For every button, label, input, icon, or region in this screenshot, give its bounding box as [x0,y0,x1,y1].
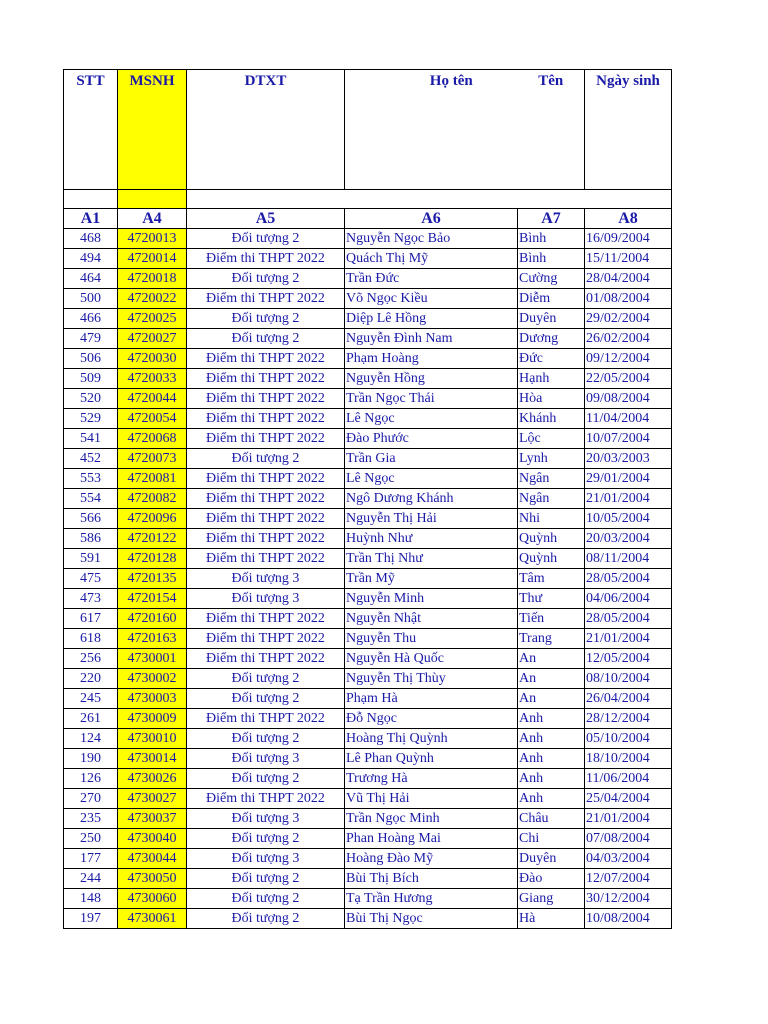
cell-ho-ten: Nguyễn Ngọc Bảo [345,229,518,249]
cell-ten: Trang [518,629,585,649]
cell-dtxt: Điểm thi THPT 2022 [187,609,345,629]
cell-ho-ten: Huỳnh Như [345,529,518,549]
cell-ten: Diễm [518,289,585,309]
cell-ngay-sinh: 20/03/2003 [585,449,672,469]
cell-ho-ten: Phạm Hoàng [345,349,518,369]
cell-ten: Lynh [518,449,585,469]
cell-ten: Đức [518,349,585,369]
cell-msnh: 4730010 [118,729,187,749]
cell-msnh: 4730037 [118,809,187,829]
cell-msnh: 4730002 [118,669,187,689]
cell-stt: 250 [64,829,118,849]
column-code-row [64,209,672,229]
cell-ngay-sinh: 25/04/2004 [585,789,672,809]
cell-dtxt: Đối tượng 2 [187,909,345,929]
cell-dtxt: Điểm thi THPT 2022 [187,389,345,409]
cell-ten: Dương [518,329,585,349]
cell-stt: 197 [64,909,118,929]
cell-stt: 541 [64,429,118,449]
cell-stt: 124 [64,729,118,749]
code-a6: A6 [345,209,518,229]
cell-ngay-sinh: 08/11/2004 [585,549,672,569]
cell-ngay-sinh: 21/01/2004 [585,809,672,829]
cell-ho-ten: Hoàng Thị Quỳnh [345,729,518,749]
cell-msnh: 4720022 [118,289,187,309]
table-row [64,729,672,749]
cell-ngay-sinh: 10/05/2004 [585,509,672,529]
cell-ngay-sinh: 28/04/2004 [585,269,672,289]
cell-msnh: 4720014 [118,249,187,269]
table-row [64,709,672,729]
cell-ngay-sinh: 30/12/2004 [585,889,672,909]
cell-msnh: 4730003 [118,689,187,709]
cell-msnh: 4720163 [118,629,187,649]
cell-ho-ten: Nguyễn Minh [345,589,518,609]
cell-dtxt: Đối tượng 3 [187,849,345,869]
cell-ho-ten: Quách Thị Mỹ [345,249,518,269]
cell-dtxt: Điểm thi THPT 2022 [187,789,345,809]
cell-ngay-sinh: 22/05/2004 [585,369,672,389]
table-row [64,909,672,929]
cell-ngay-sinh: 04/06/2004 [585,589,672,609]
cell-ten: Quỳnh [518,529,585,549]
cell-ten: Tiến [518,609,585,629]
cell-ten: Quỳnh [518,549,585,569]
cell-ngay-sinh: 10/07/2004 [585,429,672,449]
cell-stt: 473 [64,589,118,609]
cell-ten: Đào [518,869,585,889]
cell-ngay-sinh: 28/05/2004 [585,609,672,629]
code-a4: A4 [118,209,187,229]
cell-stt: 452 [64,449,118,469]
table-row [64,549,672,569]
cell-dtxt: Điểm thi THPT 2022 [187,349,345,369]
cell-msnh: 4730061 [118,909,187,929]
cell-ho-ten: Nguyễn Thu [345,629,518,649]
cell-ten: Cường [518,269,585,289]
cell-stt: 506 [64,349,118,369]
cell-ngay-sinh: 28/12/2004 [585,709,672,729]
cell-dtxt: Đối tượng 2 [187,309,345,329]
cell-msnh: 4720044 [118,389,187,409]
cell-stt: 190 [64,749,118,769]
table-row [64,689,672,709]
cell-msnh: 4720027 [118,329,187,349]
cell-ngay-sinh: 12/07/2004 [585,869,672,889]
cell-stt: 529 [64,409,118,429]
cell-ten: Châu [518,809,585,829]
cell-dtxt: Đối tượng 2 [187,229,345,249]
table-row [64,429,672,449]
table-row [64,749,672,769]
cell-msnh: 4720054 [118,409,187,429]
cell-dtxt: Điểm thi THPT 2022 [187,429,345,449]
table-row [64,829,672,849]
cell-ngay-sinh: 29/02/2004 [585,309,672,329]
cell-ten: Anh [518,729,585,749]
cell-dtxt: Điểm thi THPT 2022 [187,549,345,569]
cell-stt: 617 [64,609,118,629]
cell-ten: Nhi [518,509,585,529]
cell-msnh: 4720033 [118,369,187,389]
cell-stt: 256 [64,649,118,669]
cell-ngay-sinh: 11/04/2004 [585,409,672,429]
table-row [64,329,672,349]
table-row [64,649,672,669]
table-row [64,369,672,389]
cell-msnh: 4720073 [118,449,187,469]
cell-ho-ten: Trần Ngọc Thái [345,389,518,409]
cell-dtxt: Đối tượng 2 [187,869,345,889]
cell-ho-ten: Hoàng Đào Mỹ [345,849,518,869]
cell-dtxt: Điểm thi THPT 2022 [187,629,345,649]
cell-stt: 468 [64,229,118,249]
cell-msnh: 4720128 [118,549,187,569]
blank-cell [64,190,118,209]
cell-ho-ten: Vũ Thị Hải [345,789,518,809]
cell-ten: Bình [518,229,585,249]
cell-ho-ten: Nguyễn Thị Hải [345,509,518,529]
cell-ten: Anh [518,789,585,809]
cell-dtxt: Đối tượng 2 [187,329,345,349]
cell-stt: 464 [64,269,118,289]
cell-ten: Chi [518,829,585,849]
cell-dtxt: Đối tượng 2 [187,769,345,789]
cell-ten: Hòa [518,389,585,409]
cell-stt: 479 [64,329,118,349]
cell-stt: 475 [64,569,118,589]
cell-ten: Duyên [518,849,585,869]
table-row [64,889,672,909]
table-row [64,609,672,629]
cell-stt: 586 [64,529,118,549]
table-row [64,289,672,309]
cell-dtxt: Đối tượng 2 [187,729,345,749]
cell-ngay-sinh: 29/01/2004 [585,469,672,489]
header-stt: STT [64,70,118,190]
cell-ngay-sinh: 04/03/2004 [585,849,672,869]
cell-ngay-sinh: 11/06/2004 [585,769,672,789]
cell-ngay-sinh: 28/05/2004 [585,569,672,589]
cell-ten: Ngân [518,469,585,489]
cell-dtxt: Đối tượng 2 [187,689,345,709]
cell-dtxt: Điểm thi THPT 2022 [187,289,345,309]
header-row [64,70,672,190]
cell-dtxt: Điểm thi THPT 2022 [187,249,345,269]
table-row [64,629,672,649]
cell-ten: An [518,649,585,669]
cell-stt: 261 [64,709,118,729]
cell-stt: 520 [64,389,118,409]
header-ho-ten-label: Họ tên [429,73,473,89]
cell-dtxt: Đối tượng 2 [187,889,345,909]
cell-ten: Duyên [518,309,585,329]
code-a8: A8 [585,209,672,229]
cell-dtxt: Điểm thi THPT 2022 [187,709,345,729]
cell-dtxt: Điểm thi THPT 2022 [187,469,345,489]
table-row [64,269,672,289]
cell-dtxt: Đối tượng 3 [187,589,345,609]
cell-msnh: 4730014 [118,749,187,769]
cell-ho-ten: Trần Ngọc Minh [345,809,518,829]
table-row [64,509,672,529]
cell-msnh: 4720135 [118,569,187,589]
cell-ho-ten: Đỗ Ngọc [345,709,518,729]
cell-msnh: 4730044 [118,849,187,869]
cell-ngay-sinh: 01/08/2004 [585,289,672,309]
cell-ho-ten: Trần Gia [345,449,518,469]
cell-ho-ten: Đào Phước [345,429,518,449]
cell-stt: 509 [64,369,118,389]
cell-ten: An [518,689,585,709]
cell-msnh: 4730040 [118,829,187,849]
cell-msnh: 4720018 [118,269,187,289]
cell-stt: 126 [64,769,118,789]
header-ngay-sinh: Ngày sinh [585,70,672,190]
cell-stt: 494 [64,249,118,269]
cell-dtxt: Điểm thi THPT 2022 [187,509,345,529]
table-row [64,449,672,469]
cell-msnh: 4720160 [118,609,187,629]
cell-ho-ten: Diệp Lê Hồng [345,309,518,329]
cell-dtxt: Đối tượng 3 [187,809,345,829]
cell-ho-ten: Nguyễn Hồng [345,369,518,389]
cell-ten: Tâm [518,569,585,589]
cell-ho-ten: Nguyễn Nhật [345,609,518,629]
cell-ho-ten: Phạm Hà [345,689,518,709]
cell-ngay-sinh: 09/08/2004 [585,389,672,409]
table-row [64,849,672,869]
cell-msnh: 4730009 [118,709,187,729]
cell-dtxt: Điểm thi THPT 2022 [187,409,345,429]
cell-stt: 235 [64,809,118,829]
table-row [64,389,672,409]
cell-dtxt: Đối tượng 2 [187,669,345,689]
cell-ngay-sinh: 10/08/2004 [585,909,672,929]
cell-msnh: 4720082 [118,489,187,509]
cell-msnh: 4720030 [118,349,187,369]
cell-msnh: 4720068 [118,429,187,449]
cell-ho-ten: Phan Hoàng Mai [345,829,518,849]
cell-ho-ten: Tạ Trần Hương [345,889,518,909]
cell-ten: Anh [518,769,585,789]
cell-ho-ten: Nguyễn Thị Thùy [345,669,518,689]
cell-msnh: 4730050 [118,869,187,889]
cell-dtxt: Đối tượng 2 [187,449,345,469]
cell-ho-ten: Trương Hà [345,769,518,789]
blank-cell [187,190,672,209]
cell-ho-ten: Lê Phan Quỳnh [345,749,518,769]
table-row [64,349,672,369]
cell-stt: 554 [64,489,118,509]
cell-ngay-sinh: 18/10/2004 [585,749,672,769]
cell-ho-ten: Nguyễn Đình Nam [345,329,518,349]
cell-ho-ten: Trần Mỹ [345,569,518,589]
cell-stt: 591 [64,549,118,569]
cell-msnh: 4720025 [118,309,187,329]
table-row [64,669,672,689]
cell-ten: Bình [518,249,585,269]
code-a1: A1 [64,209,118,229]
cell-stt: 566 [64,509,118,529]
cell-dtxt: Điểm thi THPT 2022 [187,369,345,389]
student-list-table [63,69,672,929]
cell-ten: Hạnh [518,369,585,389]
cell-ngay-sinh: 12/05/2004 [585,649,672,669]
cell-msnh: 4730026 [118,769,187,789]
header-ten: Tên [518,70,585,190]
table-row [64,789,672,809]
cell-dtxt: Đối tượng 3 [187,569,345,589]
table-row [64,589,672,609]
cell-msnh: 4720122 [118,529,187,549]
cell-msnh: 4730060 [118,889,187,909]
cell-msnh: 4720096 [118,509,187,529]
cell-ngay-sinh: 08/10/2004 [585,669,672,689]
cell-ten: Anh [518,749,585,769]
cell-dtxt: Điểm thi THPT 2022 [187,529,345,549]
cell-ten: Anh [518,709,585,729]
cell-msnh: 4720154 [118,589,187,609]
cell-ten: Lộc [518,429,585,449]
cell-stt: 553 [64,469,118,489]
table-row [64,469,672,489]
cell-stt: 245 [64,689,118,709]
cell-stt: 466 [64,309,118,329]
cell-ngay-sinh: 21/01/2004 [585,629,672,649]
cell-msnh: 4720013 [118,229,187,249]
cell-ho-ten: Trần Đức [345,269,518,289]
table-row [64,249,672,269]
cell-ho-ten: Lê Ngọc [345,409,518,429]
cell-ho-ten: Võ Ngọc Kiều [345,289,518,309]
cell-stt: 618 [64,629,118,649]
cell-ho-ten: Trần Thị Như [345,549,518,569]
cell-stt: 244 [64,869,118,889]
cell-ho-ten: Lê Ngọc [345,469,518,489]
header-dtxt: DTXT [187,70,345,190]
header-msnh: MSNH [118,70,187,190]
cell-ho-ten: Bùi Thị Ngọc [345,909,518,929]
table-row [64,229,672,249]
cell-ngay-sinh: 07/08/2004 [585,829,672,849]
blank-cell [118,190,187,209]
cell-ten: Khánh [518,409,585,429]
cell-dtxt: Đối tượng 2 [187,269,345,289]
cell-stt: 270 [64,789,118,809]
header-ho-ten [345,70,518,190]
cell-ho-ten: Ngô Dương Khánh [345,489,518,509]
code-a5: A5 [187,209,345,229]
cell-ngay-sinh: 09/12/2004 [585,349,672,369]
blank-row [64,190,672,209]
cell-ngay-sinh: 21/01/2004 [585,489,672,509]
cell-ngay-sinh: 05/10/2004 [585,729,672,749]
cell-ngay-sinh: 26/04/2004 [585,689,672,709]
cell-ngay-sinh: 26/02/2004 [585,329,672,349]
cell-ngay-sinh: 15/11/2004 [585,249,672,269]
cell-ho-ten: Bùi Thị Bích [345,869,518,889]
table-row [64,869,672,889]
cell-msnh: 4730027 [118,789,187,809]
cell-dtxt: Đối tượng 3 [187,749,345,769]
code-a7: A7 [518,209,585,229]
cell-dtxt: Điểm thi THPT 2022 [187,489,345,509]
cell-ten: Hà [518,909,585,929]
cell-stt: 148 [64,889,118,909]
cell-dtxt: Đối tượng 2 [187,829,345,849]
cell-ngay-sinh: 16/09/2004 [585,229,672,249]
table-row [64,809,672,829]
cell-stt: 220 [64,669,118,689]
cell-stt: 177 [64,849,118,869]
cell-ten: An [518,669,585,689]
cell-msnh: 4720081 [118,469,187,489]
table-row [64,309,672,329]
cell-msnh: 4730001 [118,649,187,669]
cell-ten: Giang [518,889,585,909]
table-row [64,489,672,509]
cell-ten: Ngân [518,489,585,509]
table-row [64,569,672,589]
table-row [64,529,672,549]
table-row [64,769,672,789]
cell-ten: Thư [518,589,585,609]
cell-ho-ten: Nguyễn Hà Quốc [345,649,518,669]
table-row [64,409,672,429]
cell-dtxt: Điểm thi THPT 2022 [187,649,345,669]
cell-stt: 500 [64,289,118,309]
cell-ngay-sinh: 20/03/2004 [585,529,672,549]
